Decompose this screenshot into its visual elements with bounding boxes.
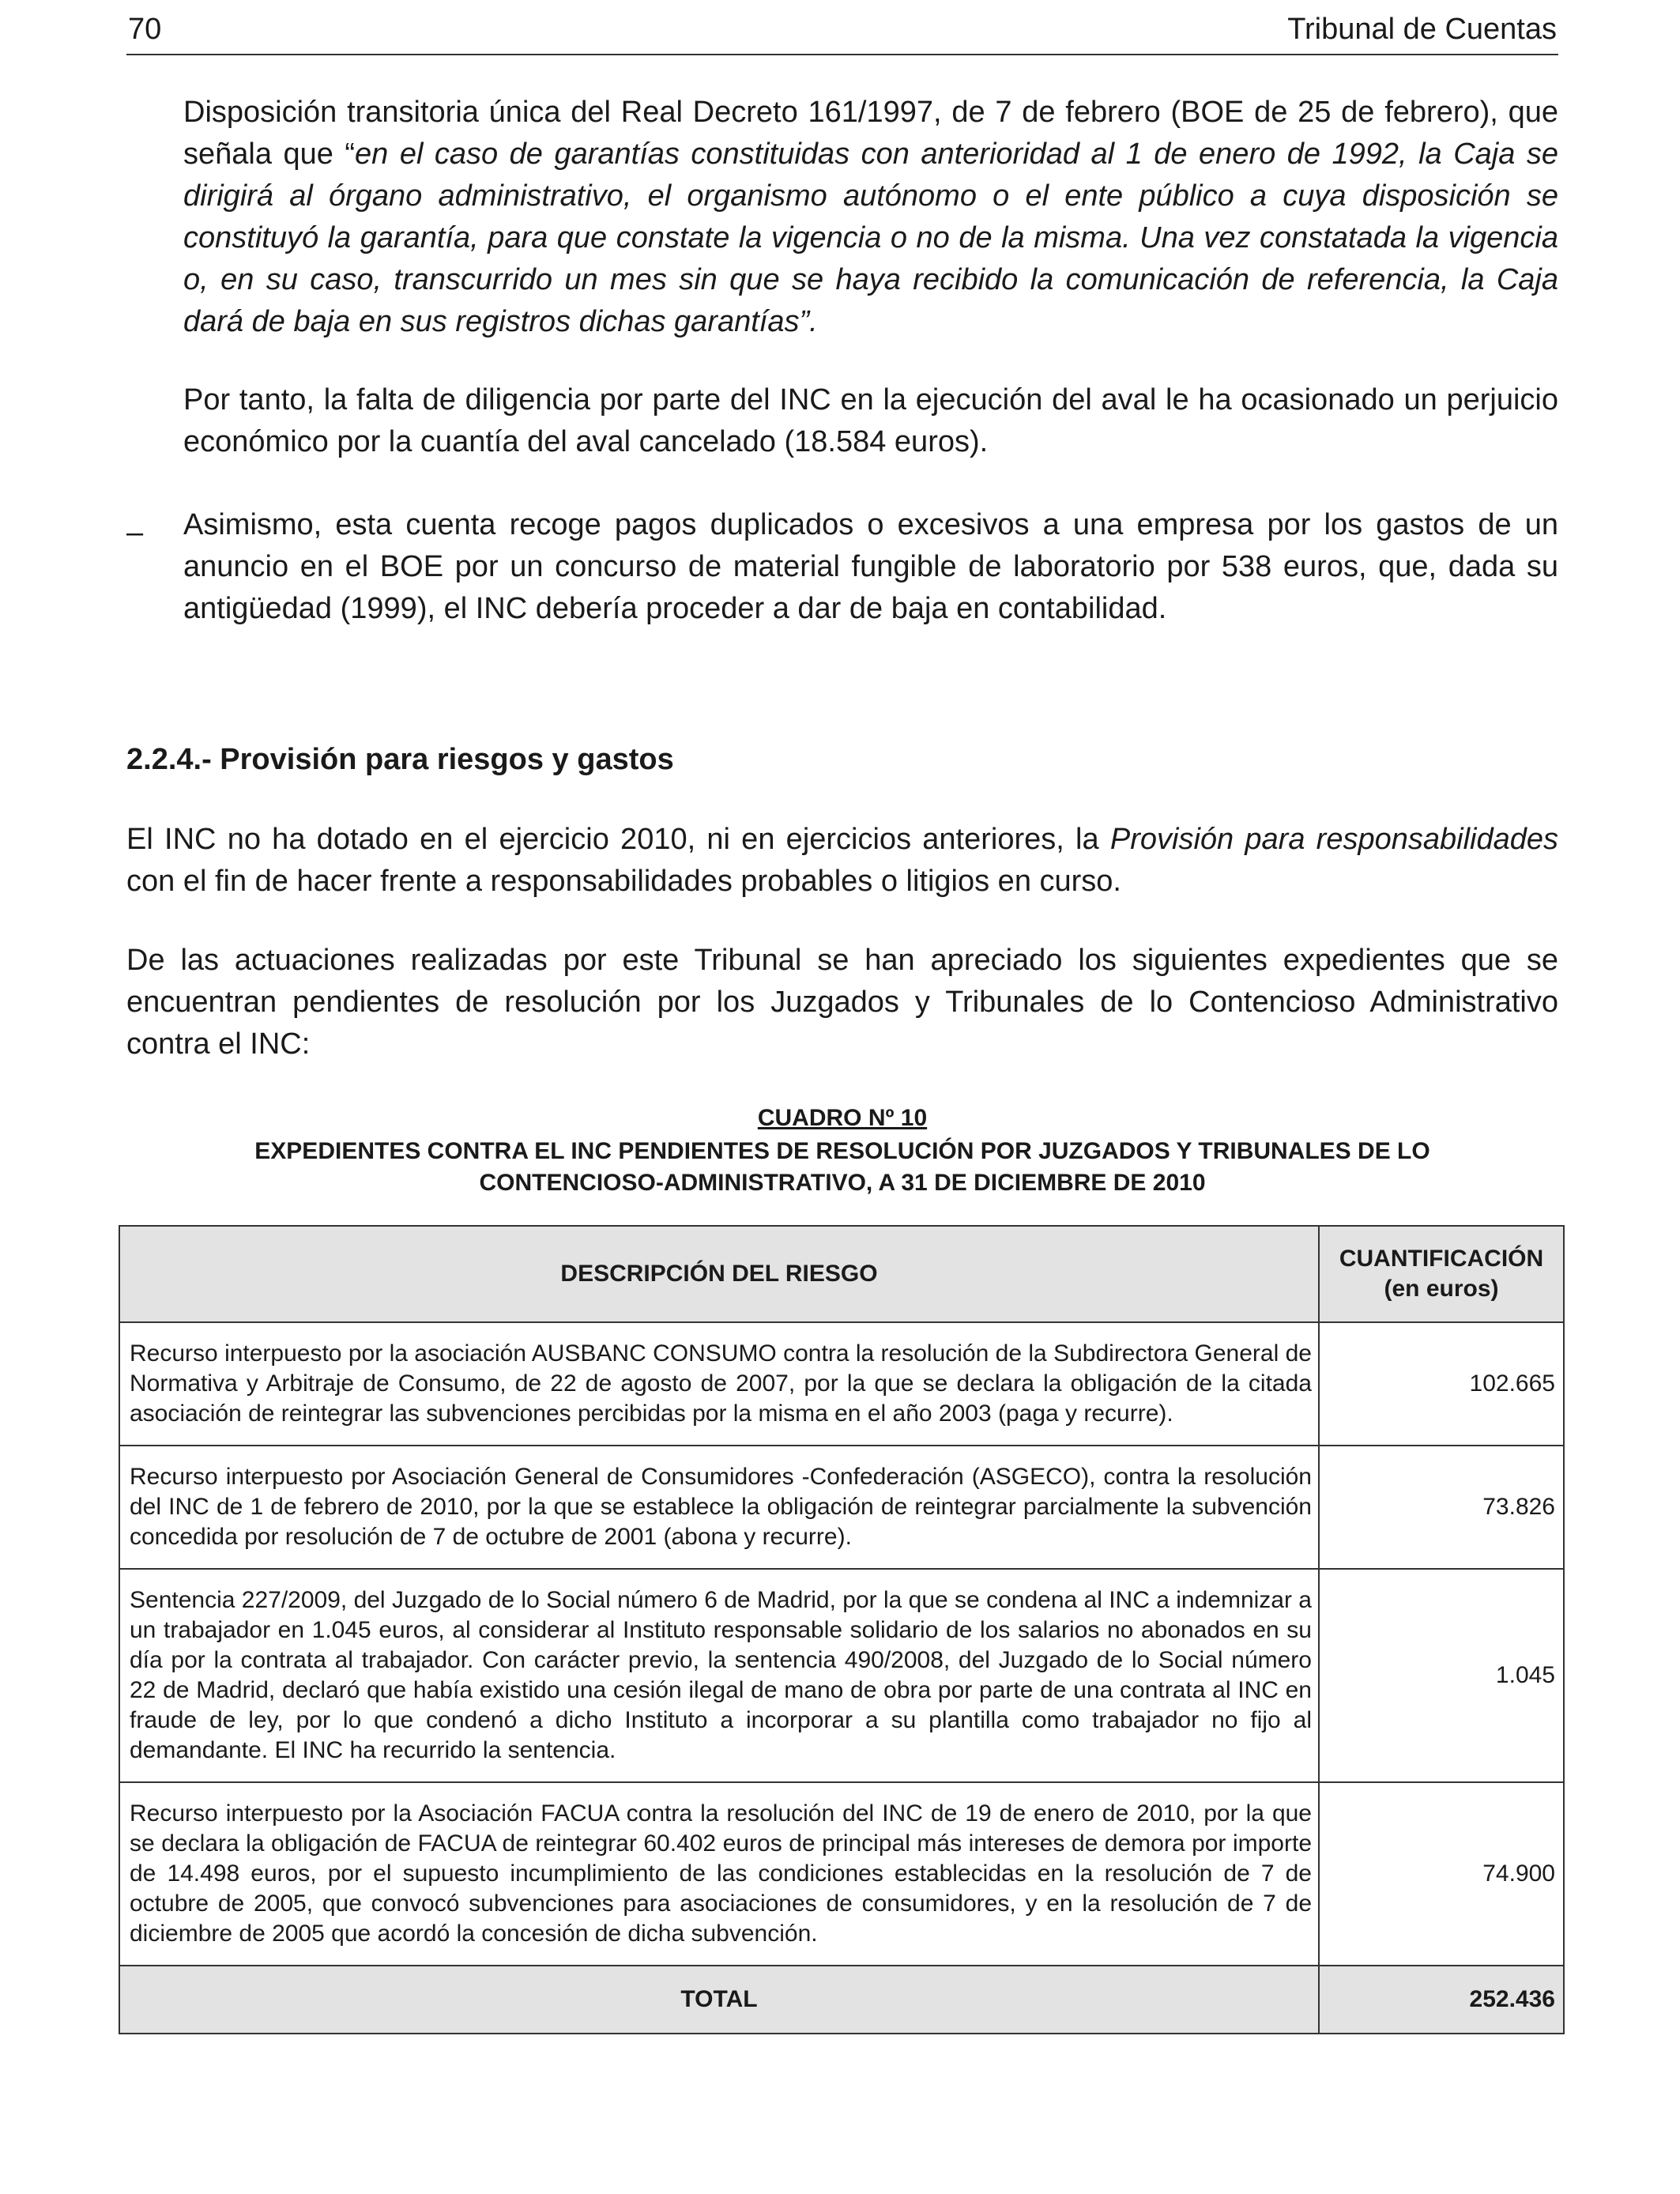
risk-table: [119, 1225, 1565, 2034]
paragraph-text: El INC no ha dotado en el ejercicio 2010, ni en ejercicios anteriores, la: [126, 823, 1110, 856]
paragraph-text: con el fin de hacer frente a responsabilidades probables o litigios en curso.: [126, 865, 1121, 898]
paragraph-lack-of-diligence: Por tanto, la falta de diligencia por parte del INC en la ejecución del aval le ha ocasionado un perjuicio económico por la cuantía del aval cancelado (18.584 euros).: [183, 383, 1558, 458]
risk-description: Recurso interpuesto por Asociación General de Consumidores -Confederación (ASGECO), contra la resolución del INC de 1 de febrero de 2010, por la que se establece la obligación de reintegrar parcialmente la subvención concedida por resolución de 7 de octubre de 2001 (abona y recurre).: [119, 1446, 1319, 1569]
table-title-line: CONTENCIOSO-ADMINISTRATIVO, A 31 DE DICIEMBRE DE 2010: [479, 1170, 1206, 1196]
paragraph-transitional-provision: [183, 92, 1558, 343]
table-title: [126, 1136, 1558, 1199]
total-label: TOTAL: [119, 1966, 1319, 2034]
table-row: [119, 1782, 1564, 1966]
table-row: [119, 1569, 1564, 1782]
paragraph-pending-cases: De las actuaciones realizadas por este Tribunal se han apreciado los siguientes expedientes que se encuentran pendientes de resolución por los Juzgados y Tribunales de lo Contencioso Administrativo contra el INC:: [126, 944, 1558, 1061]
page-number: 70: [128, 13, 162, 46]
paragraph-text: Disposición transitoria única del Real Decreto 161/1997, de 7 de febrero (BOE de 25 de febrero), que señala que “: [183, 96, 1558, 171]
table-row: [119, 1322, 1564, 1446]
page-header: [126, 8, 1558, 55]
column-header-description: DESCRIPCIÓN DEL RIESGO: [119, 1226, 1319, 1322]
table-total-row: [119, 1966, 1564, 2034]
table-title-line: EXPEDIENTES CONTRA EL INC PENDIENTES DE RESOLUCIÓN POR JUZGADOS Y TRIBUNALES DE LO: [254, 1138, 1430, 1164]
table-header-row: [119, 1226, 1564, 1322]
risk-amount: 1.045: [1319, 1569, 1564, 1782]
risk-description: Sentencia 227/2009, del Juzgado de lo Social número 6 de Madrid, por la que se condena al INC a indemnizar a un trabajador en 1.045 euros, al considerar al Instituto responsable solidario de los salarios no abonados en su día por la contrata al trabajador. Con carácter previo, la sentencia 490/2008, del Juzgado de lo Social número 22 de Madrid, declaró que había existido una cesión ilegal de mano de obra por parte de una contrata al INC en fraude de ley, por lo que condenó a dicho Instituto a incorporar a su plantilla como trabajador no fijo al demandante. El INC ha recurrido la sentencia.: [119, 1569, 1319, 1782]
quoted-regulation: en el caso de garantías constituidas con anterioridad al 1 de enero de 1992, la Caja se dirigirá al órgano administrativo, el organismo autónomo o el ente público a cuya disposición se constituyó la garantía, para que constate la vigencia o no de la misma. Una vez constatada la vigencia o, en su caso, transcurrido un mes sin que se haya recibido la comunicación de referencia, la Caja dará de baja en sus registros dichas garantías”.: [183, 138, 1558, 338]
risk-description: Recurso interpuesto por la asociación AUSBANC CONSUMO contra la resolución de la Subdirectora General de Normativa y Arbitraje de Consumo, de 22 de agosto de 2007, por la que se declara la obligación de la citada asociación de reintegrar las subvenciones percibidas por la misma en el año 2003 (paga y recurre).: [119, 1322, 1319, 1446]
paragraph-provision: [126, 819, 1558, 903]
column-header-amount-unit: (en euros): [1384, 1276, 1499, 1302]
total-amount: 252.436: [1319, 1966, 1564, 2034]
header-title: Tribunal de Cuentas: [1287, 13, 1557, 46]
risk-amount: 74.900: [1319, 1782, 1564, 1966]
paragraph-duplicate-payments: Asimismo, esta cuenta recoge pagos duplicados o excesivos a una empresa por los gastos de un anuncio en el BOE por un concurso de material fungible de laboratorio por 538 euros, que, dada su antigüedad (1999), el INC debería proceder a dar de baja en contabilidad.: [183, 508, 1558, 625]
risk-description: Recurso interpuesto por la Asociación FACUA contra la resolución del INC de 19 de enero de 2010, por la que se declara la obligación de FACUA de reintegrar 60.402 euros de principal más intereses de demora por importe de 14.498 euros, por el supuesto incumplimiento de las condiciones establecidas en la resolución de 7 de octubre de 2005, que convocó subvenciones para asociaciones de consumidores, y en la resolución de 7 de diciembre de 2005 que acordó la concesión de dicha subvención.: [119, 1782, 1319, 1966]
risk-amount: 73.826: [1319, 1446, 1564, 1569]
column-header-amount-line: CUANTIFICACIÓN: [1339, 1246, 1544, 1272]
table-row: [119, 1446, 1564, 1569]
table-number: CUADRO Nº 10: [757, 1105, 928, 1131]
provision-term: Provisión para responsabilidades: [1109, 823, 1558, 856]
bullet-dash: –: [126, 516, 144, 549]
column-header-amount: [1319, 1226, 1564, 1322]
section-heading: 2.2.4.- Provisión para riesgos y gastos: [126, 743, 674, 776]
risk-amount: 102.665: [1319, 1322, 1564, 1446]
